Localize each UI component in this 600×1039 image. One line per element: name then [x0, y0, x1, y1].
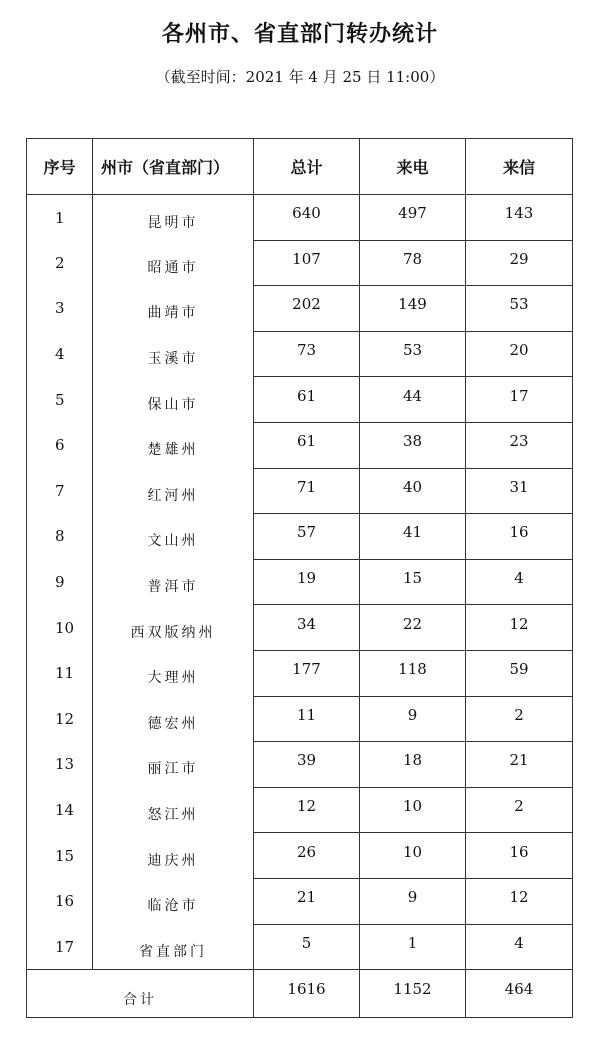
total-calls: 1152: [360, 970, 466, 1018]
row-region-name: 大理州: [93, 650, 254, 696]
row-calls: 149: [360, 286, 466, 332]
row-region-name: 迪庆州: [93, 833, 254, 879]
row-letters: 4: [466, 924, 573, 970]
row-total: 11: [254, 696, 360, 742]
row-letters: 143: [466, 195, 573, 241]
table-row: [27, 742, 573, 788]
row-total: 61: [254, 422, 360, 468]
row-total: 107: [254, 240, 360, 286]
table-row: [27, 833, 573, 879]
row-total: 5: [254, 924, 360, 970]
row-calls: 10: [360, 833, 466, 879]
table-row: [27, 787, 573, 833]
row-index: 12: [27, 696, 93, 742]
header-row: [27, 139, 573, 195]
table-row: [27, 514, 573, 560]
row-region-name: 玉溪市: [93, 331, 254, 377]
total-letters: 464: [466, 970, 573, 1018]
page-title: 各州市、省直部门转办统计: [161, 22, 438, 47]
row-letters: 2: [466, 787, 573, 833]
row-letters: 59: [466, 650, 573, 696]
table-row: [27, 422, 573, 468]
row-letters: 2: [466, 696, 573, 742]
table-row: [27, 195, 573, 241]
table-row: [27, 468, 573, 514]
row-calls: 44: [360, 377, 466, 423]
row-total: 34: [254, 605, 360, 651]
header-index: 序号: [27, 139, 93, 195]
row-region-name: 昭通市: [93, 240, 254, 286]
row-index: 1: [27, 195, 93, 241]
row-index: 17: [27, 924, 93, 970]
row-region-name: 昆明市: [93, 195, 254, 241]
row-calls: 118: [360, 650, 466, 696]
row-region-name: 德宏州: [93, 696, 254, 742]
row-region-name: 文山州: [93, 514, 254, 560]
row-letters: 53: [466, 286, 573, 332]
row-letters: 12: [466, 605, 573, 651]
row-letters: 23: [466, 422, 573, 468]
row-index: 6: [27, 422, 93, 468]
row-total: 73: [254, 331, 360, 377]
row-region-name: 普洱市: [93, 559, 254, 605]
row-total: 61: [254, 377, 360, 423]
row-total: 177: [254, 650, 360, 696]
row-letters: 20: [466, 331, 573, 377]
total-label: 合计: [27, 970, 254, 1018]
row-calls: 10: [360, 787, 466, 833]
row-letters: 16: [466, 514, 573, 560]
row-total: 12: [254, 787, 360, 833]
row-region-name: 西双版纳州: [93, 605, 254, 651]
row-letters: 17: [466, 377, 573, 423]
row-letters: 4: [466, 559, 573, 605]
row-total: 57: [254, 514, 360, 560]
row-calls: 41: [360, 514, 466, 560]
row-index: 3: [27, 286, 93, 332]
row-calls: 38: [360, 422, 466, 468]
row-calls: 497: [360, 195, 466, 241]
row-total: 21: [254, 878, 360, 924]
table-row: [27, 286, 573, 332]
row-total: 640: [254, 195, 360, 241]
statistics-table: [26, 138, 573, 1018]
row-region-name: 丽江市: [93, 742, 254, 788]
row-letters: 12: [466, 878, 573, 924]
row-calls: 9: [360, 696, 466, 742]
row-calls: 53: [360, 331, 466, 377]
table-row: [27, 331, 573, 377]
row-calls: 9: [360, 878, 466, 924]
row-letters: 29: [466, 240, 573, 286]
row-index: 8: [27, 514, 93, 560]
row-letters: 21: [466, 742, 573, 788]
row-index: 15: [27, 833, 93, 879]
row-index: 13: [27, 742, 93, 788]
table-row: [27, 605, 573, 651]
row-region-name: 怒江州: [93, 787, 254, 833]
table-row: [27, 650, 573, 696]
row-letters: 31: [466, 468, 573, 514]
row-index: 11: [27, 650, 93, 696]
row-calls: 78: [360, 240, 466, 286]
table-row: [27, 240, 573, 286]
table-body: [27, 195, 573, 1018]
row-region-name: 楚雄州: [93, 422, 254, 468]
row-total: 26: [254, 833, 360, 879]
header-region: 州市（省直部门）: [93, 139, 254, 195]
row-total: 19: [254, 559, 360, 605]
row-index: 9: [27, 559, 93, 605]
row-index: 2: [27, 240, 93, 286]
header-total: 总计: [254, 139, 360, 195]
header-letters: 来信: [466, 139, 573, 195]
row-region-name: 红河州: [93, 468, 254, 514]
row-region-name: 临沧市: [93, 878, 254, 924]
total-row: [27, 970, 573, 1018]
table-header: [27, 139, 573, 195]
row-total: 202: [254, 286, 360, 332]
row-index: 7: [27, 468, 93, 514]
row-region-name: 曲靖市: [93, 286, 254, 332]
table-row: [27, 696, 573, 742]
table-row: [27, 377, 573, 423]
row-index: 10: [27, 605, 93, 651]
row-index: 5: [27, 377, 93, 423]
table-row: [27, 924, 573, 970]
row-region-name: 保山市: [93, 377, 254, 423]
row-index: 4: [27, 331, 93, 377]
row-index: 16: [27, 878, 93, 924]
row-calls: 15: [360, 559, 466, 605]
total-sum: 1616: [254, 970, 360, 1018]
table-row: [27, 878, 573, 924]
row-calls: 40: [360, 468, 466, 514]
row-index: 14: [27, 787, 93, 833]
row-calls: 22: [360, 605, 466, 651]
row-total: 71: [254, 468, 360, 514]
header-calls: 来电: [360, 139, 466, 195]
row-total: 39: [254, 742, 360, 788]
row-calls: 1: [360, 924, 466, 970]
row-letters: 16: [466, 833, 573, 879]
row-region-name: 省直部门: [93, 924, 254, 970]
row-calls: 18: [360, 742, 466, 788]
table-row: [27, 559, 573, 605]
page-subtitle: （截至时间：2021 年 4 月 25 日 11:00）: [155, 68, 445, 86]
